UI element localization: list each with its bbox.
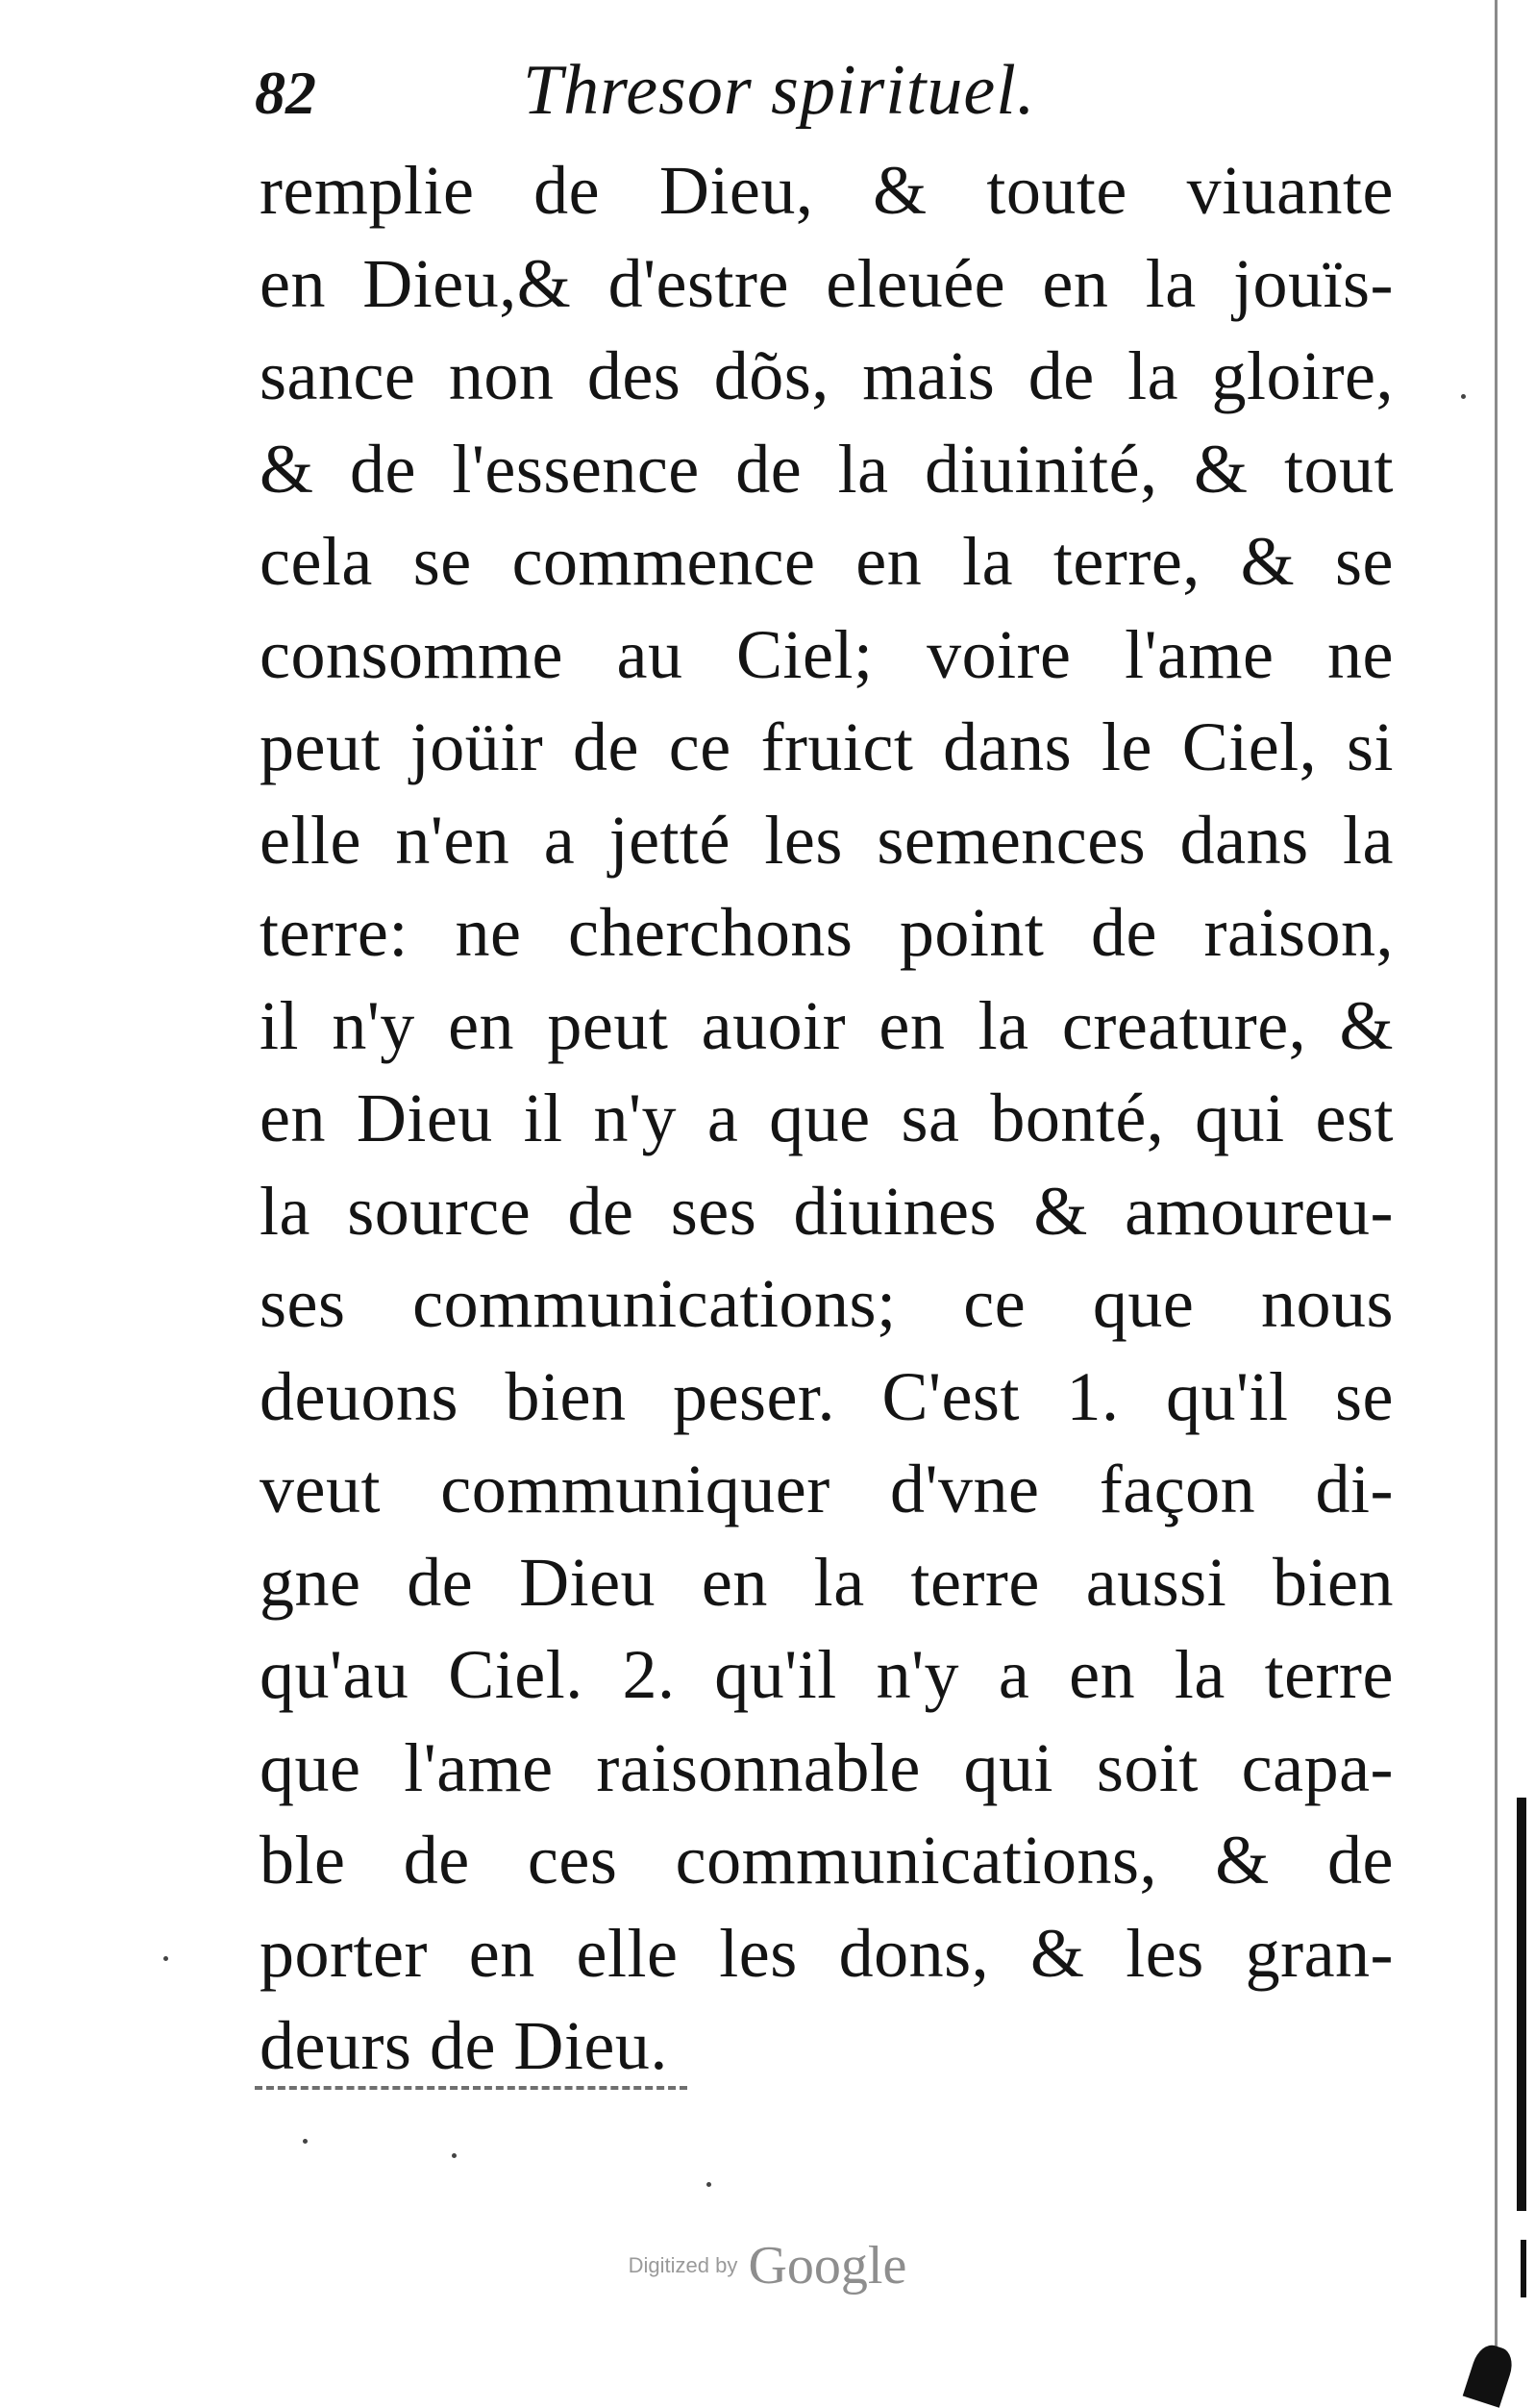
- page-gutter-line: [1495, 0, 1498, 2403]
- text-line: terre: ne cherchons point de raison,: [260, 894, 1394, 971]
- text-line: en Dieu il n'y a que sa bonté, qui est: [260, 1080, 1394, 1156]
- text-line: que l'ame raisonnable qui soit capa-: [260, 1728, 1394, 1806]
- text-line: gne de Dieu en la terre aussi bien: [260, 1543, 1394, 1621]
- end-ornament-rule: [255, 2086, 687, 2094]
- digitization-credit: [0, 2235, 1535, 2296]
- ink-speck: [706, 2182, 711, 2187]
- text-line: porter en elle les dons, & les gran-: [260, 1914, 1394, 1992]
- text-line: ses communications; ce que nous: [260, 1265, 1394, 1342]
- google-wordmark: Google: [748, 2236, 907, 2296]
- text-line: la source de ses diuines & amoureu-: [260, 1172, 1394, 1250]
- digitized-by-label: Digitized by: [628, 2253, 738, 2277]
- text-line: en Dieu,& d'estre eleuée en la jouïs-: [260, 244, 1394, 322]
- text-line: qu'au Ciel. 2. qu'il n'y a en la terre: [260, 1636, 1394, 1713]
- text-line: remplie de Dieu, & toute viuante: [260, 152, 1394, 229]
- page-number: 82: [255, 59, 316, 127]
- text-line: & de l'essence de la diuinité, & tout: [260, 430, 1394, 508]
- gutter-ink-mark: [1517, 1798, 1526, 2211]
- ink-speck: [163, 1956, 168, 1961]
- running-title: Thresor spirituel.: [523, 51, 1036, 130]
- body-text: [260, 144, 1394, 2093]
- text-line: elle n'en a jetté les semences dans la: [260, 801, 1394, 879]
- text-line: veut communiquer d'vne façon di-: [260, 1451, 1394, 1527]
- ink-speck: [452, 2153, 457, 2158]
- text-line: ble de ces communications, & de: [260, 1822, 1394, 1899]
- text-line-final: deurs de Dieu.: [260, 2007, 668, 2084]
- text-line: sance non des dõs, mais de la gloire,: [260, 337, 1394, 414]
- text-line: consomme au Ciel; voire l'ame ne: [260, 615, 1394, 693]
- text-line: peut joüir de ce fruict dans le Ciel, si: [260, 708, 1394, 785]
- text-line: cela se commence en la terre, & se: [260, 523, 1394, 600]
- edge-ink-blot: [1463, 2341, 1518, 2407]
- text-line: il n'y en peut auoir en la creature, &: [260, 986, 1394, 1064]
- running-head: [255, 50, 1389, 146]
- ink-speck: [1461, 394, 1466, 399]
- ink-speck: [303, 2139, 308, 2144]
- text-line: deuons bien peser. C'est 1. qu'il se: [260, 1357, 1394, 1435]
